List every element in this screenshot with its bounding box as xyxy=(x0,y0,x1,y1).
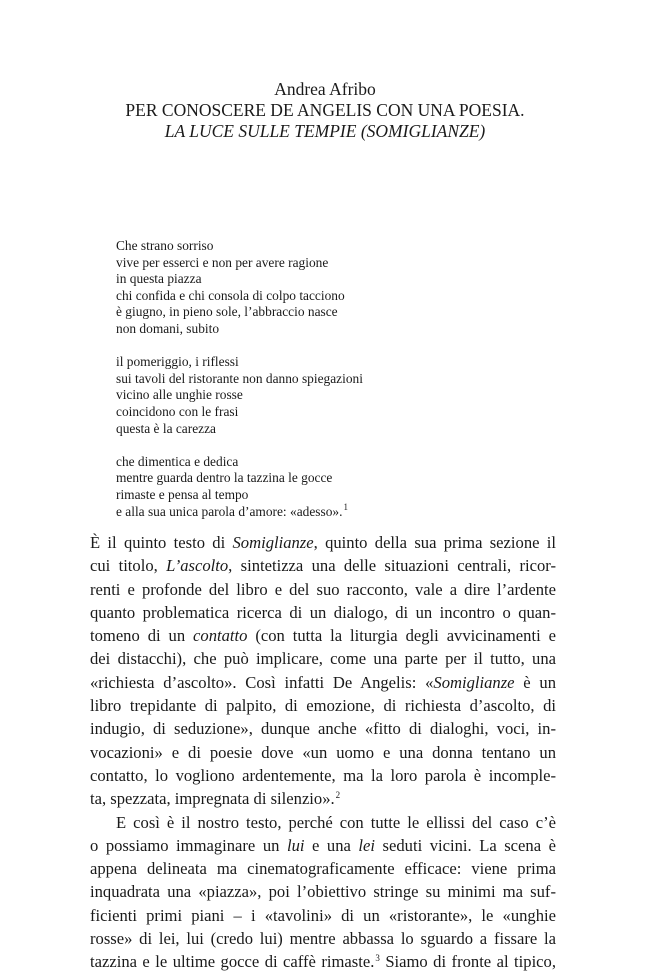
text-line xyxy=(90,834,556,857)
text-run: Siamo di fronte al tipico, xyxy=(379,952,556,972)
italic-text: Somiglianze xyxy=(232,533,314,552)
poem-line: mentre guarda dentro la tazzina le gocce xyxy=(116,470,333,486)
poem-line: è giugno, in pieno sole, l’abbraccio nasce xyxy=(116,304,338,320)
text-run: ficienti primi piani – i «tavolini» di un «ristorante», le «unghie xyxy=(90,905,556,925)
poem-line: coincidono con le frasi xyxy=(116,403,239,419)
text-run: E così è il nostro testo, perché con tutte le ellissi del caso c’è xyxy=(116,812,556,832)
footnote-marker: 1 xyxy=(343,502,348,513)
text-line xyxy=(90,694,556,717)
text-run: , sintetizza una delle situazioni centrali, ricor- xyxy=(228,556,556,576)
text-run: «richiesta d’ascolto». Così infatti De Angelis: « xyxy=(90,672,434,692)
text-line xyxy=(90,950,556,973)
text-line xyxy=(90,647,556,670)
poem-line: vicino alle unghie rosse xyxy=(116,387,243,403)
text-run: tomeno di un xyxy=(90,626,194,646)
text-run: seduti vicini. La scena è xyxy=(375,835,556,855)
text-run: ta, spezzata, impregnata di silenzio». xyxy=(90,789,335,809)
chapter-header xyxy=(0,79,650,142)
text-run: tazzina e le ultime gocce di caffè rimaste. xyxy=(90,952,375,972)
text-line xyxy=(90,624,556,647)
text-line xyxy=(90,741,556,764)
text-run: inquadrata una «piazza», poi l’obiettivo stringe su minimi ma suf- xyxy=(90,882,556,902)
poem-line: Che strano sorriso xyxy=(116,238,214,253)
text-line xyxy=(90,531,556,554)
italic-text: lei xyxy=(358,835,376,855)
footnote-marker: 2 xyxy=(335,789,341,800)
text-line xyxy=(90,671,556,694)
poem-line: non domani, subito xyxy=(116,320,220,336)
italic-text: Somiglianze xyxy=(433,672,515,692)
text-line xyxy=(90,880,556,903)
chapter-title: PER CONOSCERE DE ANGELIS CON UNA POESIA. xyxy=(125,100,525,120)
text-line xyxy=(90,764,556,787)
chapter-subtitle: LA LUCE SULLE TEMPIE (SOMIGLIANZE) xyxy=(164,121,486,141)
poem-line: e alla sua unica parola d’amore: «adesso».$^1$ xyxy=(116,502,348,519)
poem-line: in questa piazza xyxy=(116,271,202,287)
poem-stanza xyxy=(116,238,363,338)
text-line xyxy=(90,927,556,950)
poem-stanza xyxy=(116,454,363,520)
text-line xyxy=(90,787,556,810)
text-run: e una xyxy=(304,835,359,855)
italic-text: L’ascolto xyxy=(166,556,229,576)
italic-text: lui xyxy=(286,835,305,855)
text-run: contatto, lo vogliono ardentemente, ma la loro parola è incomple- xyxy=(90,765,556,785)
footnote-marker: 3 xyxy=(375,952,380,963)
text-line xyxy=(90,717,556,740)
text-run: o possiamo immaginare un xyxy=(90,835,287,855)
text-run: libro trepidante di palpito, di emozione, di richiesta d’ascolto, di xyxy=(90,696,556,716)
text-line xyxy=(90,578,556,601)
text-run: indugio, di seduzione», dunque anche «fitto di dialoghi, voci, in- xyxy=(90,719,556,739)
poem-line: il pomeriggio, i riflessi xyxy=(116,354,239,370)
poem-line: chi confida e chi consola di colpo tacciono xyxy=(116,287,345,303)
italic-text: contatto xyxy=(193,626,248,646)
poem-line: vive per esserci e non per avere ragione xyxy=(116,254,329,270)
text-run: renti e profonde del libro e del suo racconto, vale a dire l’ardente xyxy=(90,579,556,599)
text-line xyxy=(90,811,556,834)
author-name: Andrea Afribo xyxy=(274,79,376,99)
text-run: rosse» di lei, lui (credo lui) mentre abbassa lo sguardo a fissare la xyxy=(90,929,556,949)
poem-line: rimaste e pensa al tempo xyxy=(116,486,249,502)
text-run: è un xyxy=(514,672,557,692)
text-run: dei distacchi), che può implicare, come una parte per il tutto, una xyxy=(90,649,556,669)
poem-line: che dimentica e dedica xyxy=(116,453,239,469)
poem-line: sui tavoli del ristorante non danno spiegazioni xyxy=(116,370,363,386)
text-run: appena delineata ma cinematograficamente efficace: viene prima xyxy=(90,859,556,879)
text-run: quanto problematica ricerca di un dialogo, di un incontro o quan- xyxy=(90,602,556,622)
text-run: È il quinto testo di xyxy=(90,533,233,552)
poem-line: questa è la carezza xyxy=(116,420,216,436)
text-line xyxy=(90,554,556,577)
text-line xyxy=(90,601,556,624)
text-run: (con tutta la liturgia degli avvicinamenti e xyxy=(247,626,556,646)
poem-stanza xyxy=(116,354,363,437)
text-run: cui titolo, xyxy=(90,556,167,576)
poem-quotation xyxy=(116,238,363,520)
text-run: , quinto della sua prima sezione il xyxy=(313,533,556,552)
text-run: vocazioni» e di poesie dove «un uomo e una donna tentano un xyxy=(90,742,556,762)
text-line xyxy=(90,857,556,880)
text-line xyxy=(90,904,556,927)
body-text xyxy=(90,531,556,974)
